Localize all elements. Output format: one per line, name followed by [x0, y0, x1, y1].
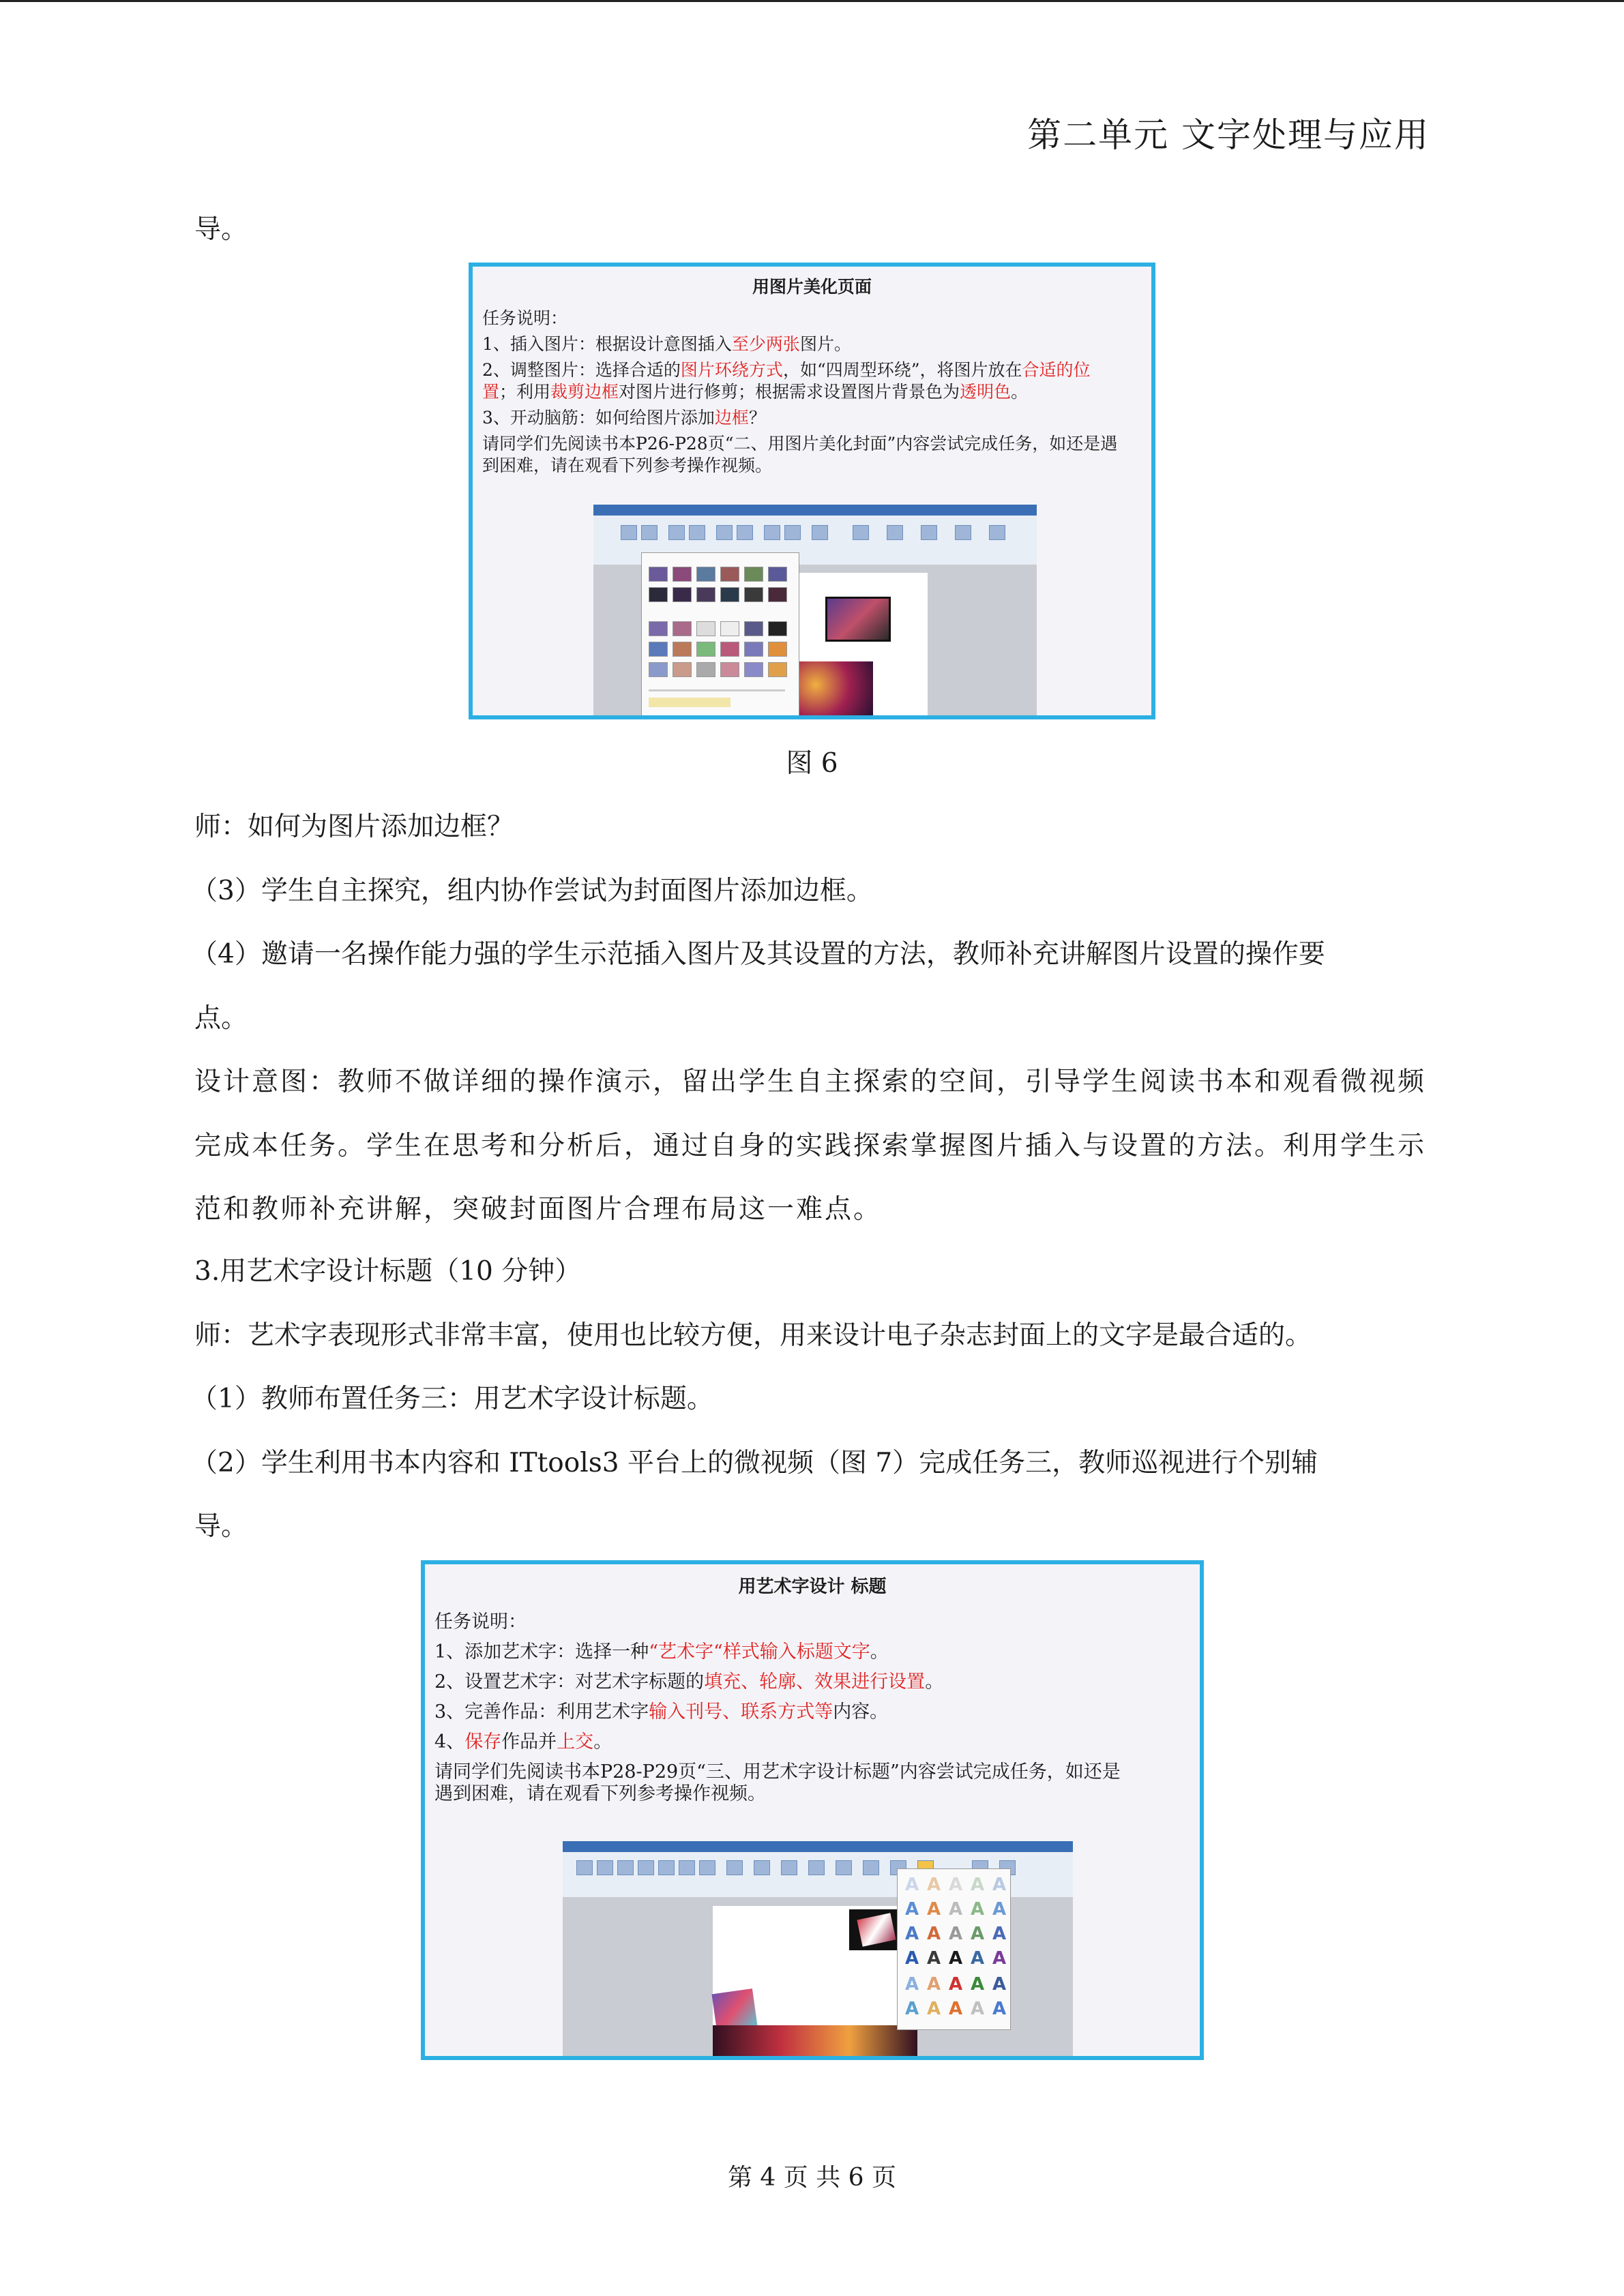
- figure-7-task-card: [421, 1560, 1204, 2060]
- figure-7-title: 用艺术字设计 标题: [738, 1577, 887, 1597]
- section-heading: 3.用艺术字设计标题（10 分钟）: [194, 1256, 582, 1287]
- wordart-style-gallery: A A A A A A A A A A A A A A A A A A A A A A A A A A A A A A: [897, 1868, 1011, 2030]
- figure-7-step-1: 1、添加艺术字：选择一种“艺术字“样式输入标题文字。: [434, 1641, 889, 1663]
- figure-7-instruction-cont: 遇到困难，请在观看下列参考操作视频。: [434, 1783, 766, 1804]
- figure-6-caption: 图 6: [786, 748, 838, 779]
- top-rule: [0, 0, 1624, 2]
- figure-6-instruction: 请同学们先阅读书本P26-P28页“二、用图片美化封面”内容尝试完成任务，如还是遇: [482, 434, 1118, 453]
- picture-style-gallery: [641, 552, 799, 717]
- figure-6-task-card: [469, 263, 1155, 719]
- figure-6-step-1: 1、插入图片：根据设计意图插入至少两张图片。: [482, 334, 851, 354]
- figure-6-video-screenshot: [593, 505, 1037, 719]
- paragraph: （1）教师布置任务三：用艺术字设计标题。: [191, 1384, 713, 1414]
- paragraph: 导。: [194, 214, 248, 245]
- figure-6-step-3: 3、开动脑筋：如何给图片添加边框？: [482, 408, 766, 428]
- paragraph: 师：艺术字表现形式非常丰富，使用也比较方便，用来设计电子杂志封面上的文字是最合适的。: [194, 1320, 1312, 1351]
- design-intent-paragraph: 设计意图：教师不做详细的操作演示，留出学生自主探索的空间，引导学生阅读书本和观看微视频: [194, 1067, 1427, 1097]
- figure-6-step-2: 2、调整图片：选择合适的图片环绕方式，如“四周型环绕”，将图片放在合适的位: [482, 360, 1091, 380]
- figure-7-step-2: 2、设置艺术字：对艺术字标题的填充、轮廓、效果进行设置。: [434, 1671, 944, 1693]
- design-intent-paragraph: 完成本任务。学生在思考和分析后，通过自身的实践探索掌握图片插入与设置的方法。利用学生示: [194, 1131, 1427, 1161]
- figure-6-title: 用图片美化页面: [752, 277, 872, 297]
- figure-6-intro: 任务说明：: [482, 308, 568, 328]
- design-intent-paragraph: 范和教师补充讲解，突破封面图片合理布局这一难点。: [194, 1194, 883, 1225]
- figure-7-video-screenshot: [563, 1841, 1073, 2060]
- figure-7-intro: 任务说明：: [434, 1611, 527, 1632]
- figure-6-step-2-cont: 置；利用裁剪边框对图片进行修剪；根据需求设置图片背景色为透明色。: [482, 382, 1029, 402]
- page-header: 第二单元 文字处理与应用: [1027, 115, 1430, 155]
- paragraph: （4）邀请一名操作能力强的学生示范插入图片及其设置的方法，教师补充讲解图片设置的操作要: [191, 939, 1325, 970]
- figure-7-step-4: 4、保存作品并上交。: [434, 1731, 612, 1753]
- figure-6-instruction-cont: 到困难，请在观看下列参考操作视频。: [482, 456, 773, 475]
- paragraph: （2）学生利用书本内容和 ITtools3 平台上的微视频（图 7）完成任务三，教师巡视进行个别辅: [191, 1448, 1318, 1478]
- page-footer: 第 4 页 共 6 页: [727, 2164, 897, 2192]
- figure-7-instruction: 请同学们先阅读书本P28-P29页“三、用艺术字设计标题”内容尝试完成任务，如还是: [434, 1761, 1121, 1783]
- figure-7-step-3: 3、完善作品：利用艺术字输入刊号、联系方式等内容。: [434, 1701, 889, 1723]
- paragraph: （3）学生自主探究，组内协作尝试为封面图片添加边框。: [191, 876, 873, 906]
- paragraph: 师：如何为图片添加边框？: [194, 811, 514, 842]
- paragraph: 点。: [194, 1003, 248, 1034]
- paragraph: 导。: [194, 1511, 248, 1542]
